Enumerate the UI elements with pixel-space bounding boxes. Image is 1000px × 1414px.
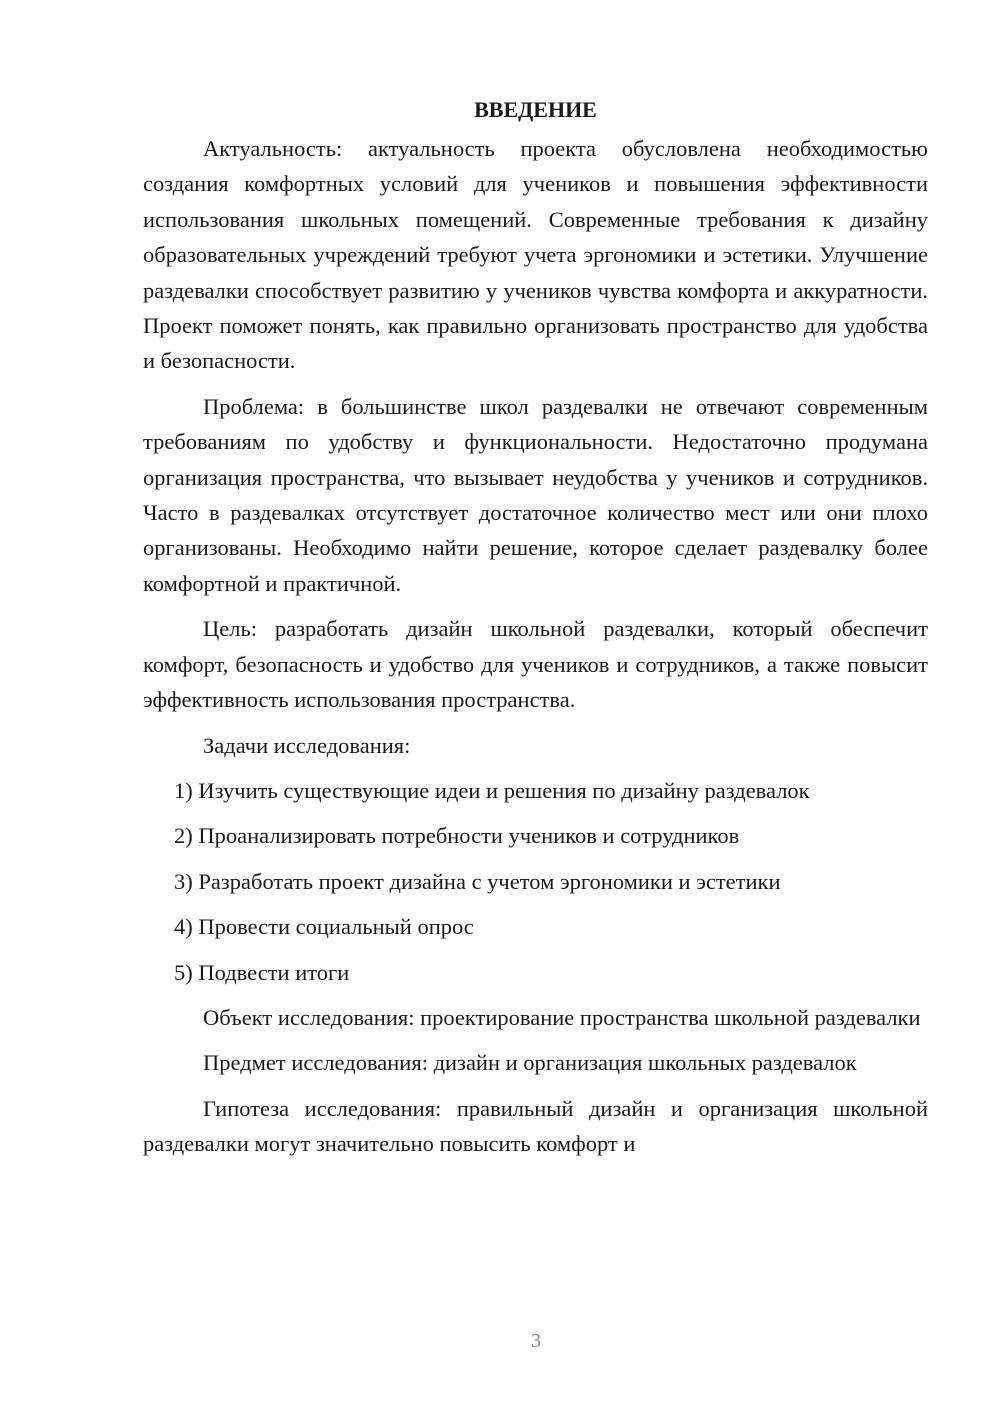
tasks-heading: Задачи исследования:	[203, 732, 411, 758]
tasks-list	[143, 773, 928, 990]
paragraph-object: Объект исследования: проектирование пространства школьной раздевалки	[203, 1004, 921, 1030]
task-item-5: 5) Подвести итоги	[174, 959, 350, 985]
paragraph-subject: Предмет исследования: дизайн и организация школьных раздевалок	[203, 1050, 857, 1076]
paragraph-relevance: Актуальность: актуальность проекта обусловлена необходимостью создания комфортных условий для учеников и повышения эффективности использования школьных помещений. Современные требования к дизайну образовательных учреждений требуют учета эргономики и эстетики. Улучшение раздевалки способствует развитию у учеников чувства комфорта и аккуратности. Проект поможет понять, как правильно организовать пространство для удобства и безопасности.	[143, 136, 928, 374]
task-item-4: 4) Провести социальный опрос	[174, 914, 474, 940]
task-item-3: 3) Разработать проект дизайна с учетом эргономики и эстетики	[174, 868, 781, 894]
document-body	[143, 92, 928, 1162]
page-title: ВВЕДЕНИЕ	[474, 97, 597, 122]
paragraph-goal: Цель: разработать дизайн школьной раздевалки, который обеспечит комфорт, безопасность и удобство для учеников и сотрудников, а также повысит эффективность использования пространства.	[143, 616, 928, 713]
page-number: 3	[531, 1330, 541, 1352]
paragraph-hypothesis: Гипотеза исследования: правильный дизайн и организация школьной раздевалки могут значительно повысить комфорт и	[143, 1095, 928, 1157]
task-item-2: 2) Проанализировать потребности учеников и сотрудников	[174, 823, 740, 849]
task-item-1: 1) Изучить существующие идеи и решения по дизайну раздевалок	[174, 777, 810, 803]
paragraph-problem: Проблема: в большинстве школ раздевалки не отвечают современным требованиям по удобству и функциональности. Недостаточно продумана организация пространства, что вызывает неудобства у учеников и сотрудников. Часто в раздевалках отсутствует достаточное количество мест или они плохо организованы. Необходимо найти решение, которое сделает раздевалку более комфортной и практичной.	[143, 393, 928, 596]
